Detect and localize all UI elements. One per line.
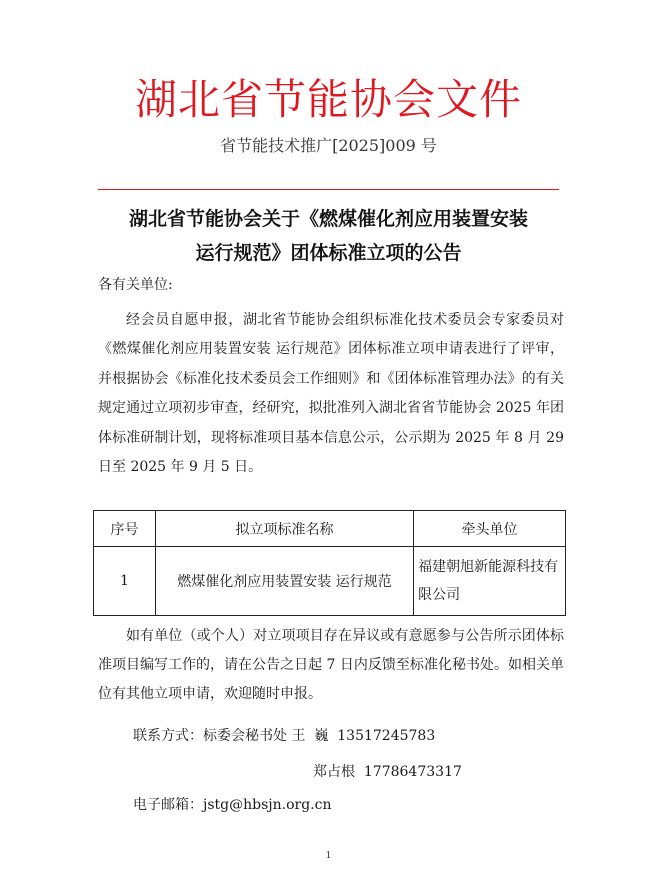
header-serial: 序号 — [94, 511, 156, 547]
red-divider-line — [98, 189, 559, 190]
contact-line-2: 郑占根 17786473317 — [313, 764, 462, 780]
table-header-row — [94, 511, 566, 547]
title-line-1: 湖北省节能协会关于《燃煤催化剂应用装置安装 — [128, 208, 528, 230]
cell-lead-org: 福建朝旭新能源科技有限公司 — [414, 547, 566, 616]
title-line-2: 运行规范》团体标准立项的公告 — [195, 242, 462, 264]
document-number: 省节能技术推广[2025]009 号 — [220, 136, 437, 155]
masthead-title: 湖北省节能协会文件 — [134, 75, 522, 124]
closing-paragraph: 如有单位（或个人）对立项项目存在异议或有意愿参与公告所示团体标准项目编写工作的，请在公告之日起 7 日内反馈至标准化秘书处。如相关单位有其他立项申请，欢迎随时申报。 — [98, 628, 564, 702]
salutation: 各有关单位: — [98, 277, 173, 293]
cell-serial: 1 — [94, 547, 156, 616]
header-standard-name: 拟立项标准名称 — [155, 511, 413, 547]
page-number: 1 — [325, 851, 332, 861]
body-paragraph: 经会员自愿申报，湖北省节能协会组织标准化技术委员会专家委员对《燃煤催化剂应用装置安装 运行规范》团体标准立项申请表进行了评审，并根据协会《标准化技术委员会工作细则》和《团体标准管理办法》的有关规定通过立项初步审查，经研究，拟批准列入湖北省省节能协会 2025 年团体标准研制计划，现将标准项目基本信息公示，公示期为 2025 年 8 月 29 日至 2025 年 9 月 5 日。 — [98, 312, 564, 476]
cell-standard-name: 燃煤催化剂应用装置安装 运行规范 — [155, 547, 413, 616]
table-row — [94, 547, 566, 616]
contact-line-1: 联系方式：标委会秘书处 王 巍 13517245783 — [133, 728, 436, 744]
project-table — [93, 510, 566, 616]
header-lead-org: 牵头单位 — [414, 511, 566, 547]
email-line: 电子邮箱：jstg@hbsjn.org.cn — [133, 797, 332, 813]
announcement-title — [92, 202, 565, 270]
